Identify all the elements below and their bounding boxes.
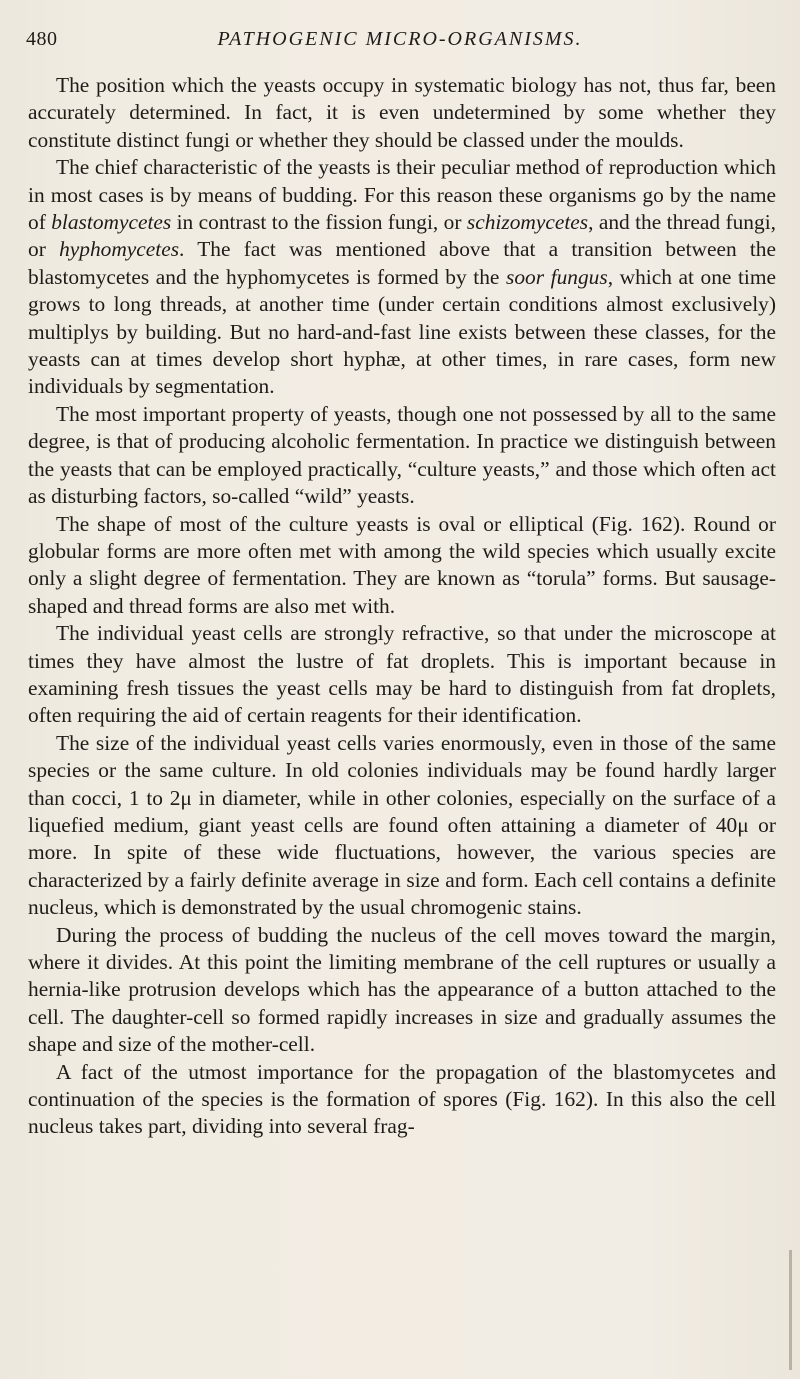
running-head: [26, 24, 774, 54]
text-segment: The size of the individual yeast cells varies enormously, even in those of the same species or the same culture. In old colonies individuals may be found hardly larger than cocci, 1 to 2μ in diameter, while in other colonies, especially on the surface of a liquefied medium, giant yeast cells are found often attaining a diameter of 40μ or more. In spite of these wide fluctuations, however, the various species are characterized by a fairly definite average in size and form. Each cell contains a definite nucleus, which is demonstrated by the usual chromogenic stains.: [28, 730, 776, 920]
text-segment: . The fact was mentioned above that a transition between the blastomycetes and the hyphomycetes is formed by the: [28, 237, 777, 289]
paragraph-reproduction-budding: [28, 154, 776, 401]
paragraph-spore-formation: [28, 1059, 776, 1141]
italic-term-schizomycetes: schizomycetes: [466, 210, 589, 235]
page-number: 480: [26, 28, 58, 50]
running-title: PATHOGENIC MICRO-ORGANISMS.: [217, 28, 583, 50]
italic-term-hyphomycetes: hyphomycetes: [59, 237, 180, 262]
italic-term-soor-fungus: soor fungus: [506, 264, 608, 289]
paragraph-yeast-classification: [28, 72, 776, 154]
binding-shadow: [789, 1250, 792, 1370]
text-segment: The chief characteristic of the yeasts is their peculiar method of reproduction which in most cases is by means of budding. For this reason these organisms go by the name of: [28, 155, 776, 235]
text-segment: A fact of the utmost importance for the propagation of the blastomycetes and continuation of the species is the formation of spores (Fig. 162). In this also the cell nucleus takes part, dividing into several frag-: [28, 1059, 776, 1139]
paragraph-yeast-shape: [28, 511, 776, 621]
text-segment: , which at one time grows to long threads, at another time (under certain conditions almost exclusively) multiplys by building. But no hard-and-fast line exists between these classes, for the yeasts can at times develop short hyphæ, at other times, in rare cases, form new individuals by segmentation.: [28, 264, 777, 399]
paragraph-cell-size: [28, 730, 776, 922]
text-segment: The individual yeast cells are strongly refractive, so that under the microscope at times they have almost the lustre of fat droplets. This is important because in examining fresh tissues the yeast cells may be hard to distinguish from fat droplets, often requiring the aid of certain reagents for their identification.: [28, 621, 776, 728]
text-segment: The most important property of yeasts, though one not possessed by all to the same degree, is that of producing alcoholic fermentation. In practice we distinguish between the yeasts that can be employed practically, “culture yeasts,” and those which often act as disturbing factors, so-called “wild” yeasts.: [28, 401, 776, 509]
paragraph-alcoholic-fermentation: [28, 401, 776, 511]
text-segment: The shape of most of the culture yeasts is oval or elliptical (Fig. 162). Round or globular forms are more often met with among the wild species which usually excite only a slight degree of fermentation. They are known as “torula” forms. But sausage-shaped and thread forms are also met with.: [28, 511, 776, 618]
text-segment: in contrast to the fission fungi, or: [171, 210, 467, 235]
paragraph-refractive-cells: [28, 620, 776, 730]
body-text: [28, 72, 776, 1141]
italic-term-blastomycetes: blastomycetes: [51, 210, 172, 235]
paragraph-budding-process: [28, 922, 776, 1059]
text-segment: The position which the yeasts occupy in systematic biology has not, thus far, been accurately determined. In fact, it is even undetermined by some whether they constitute distinct fungi or whether they should be classed under the moulds.: [28, 73, 776, 152]
text-segment: , and the thread fungi, or: [28, 210, 776, 262]
text-segment: During the process of budding the nucleus of the cell moves toward the margin, where it divides. At this point the limiting membrane of the cell ruptures or usually a hernia-like protrusion develops which has the appearance of a button attached to the cell. The daughter-cell so formed rapidly increases in size and gradually assumes the shape and size of the mother-cell.: [28, 922, 776, 1057]
